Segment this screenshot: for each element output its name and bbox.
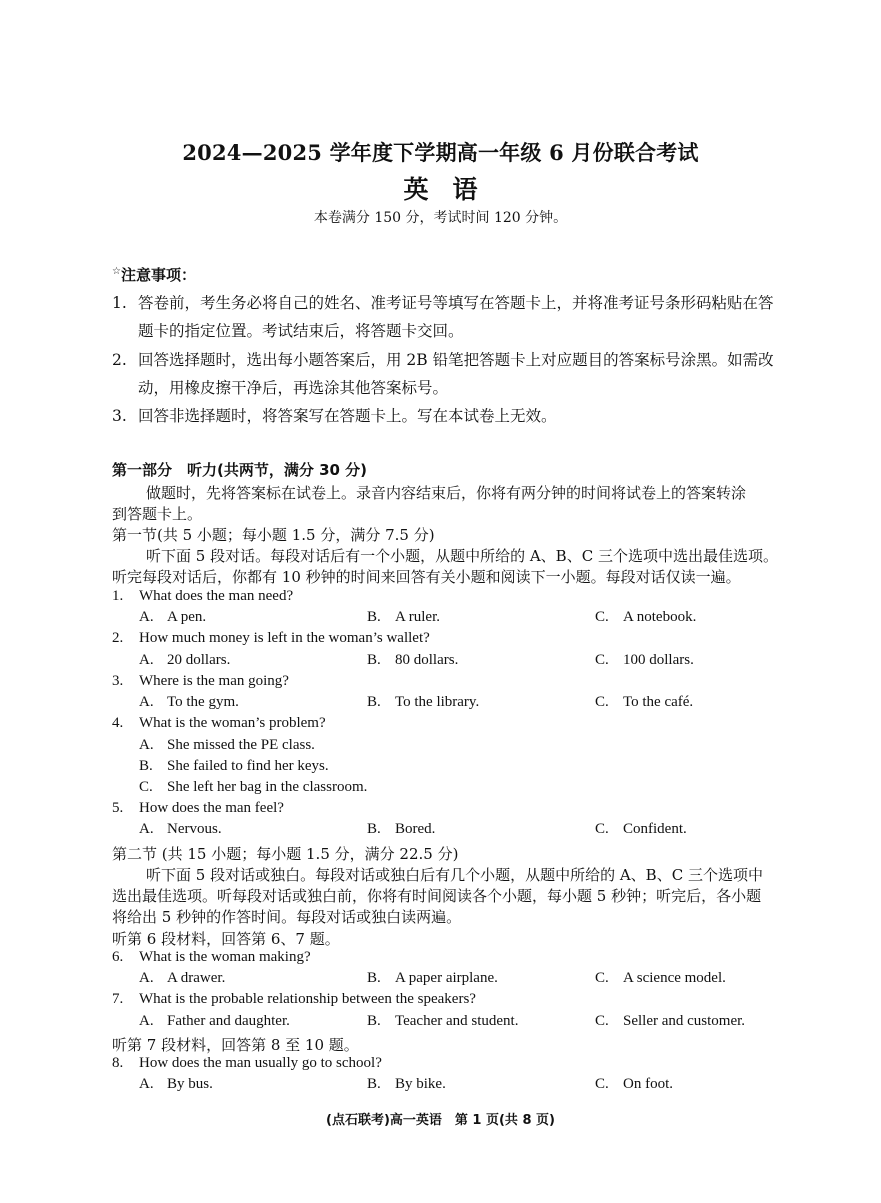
question-text: What is the probable relationship between the speakers? bbox=[139, 991, 476, 1007]
note-item-3 bbox=[112, 404, 557, 426]
page-footer: (点石联考)高一英语 第 1 页(共 8 页) bbox=[326, 1113, 555, 1128]
question-number: 4. bbox=[112, 715, 124, 731]
option-text: She missed the PE class. bbox=[167, 737, 315, 753]
section1-instructions: 听下面 5 段对话。每段对话后有一个小题，从题中所给的 A、B、C 三个选项中选出最佳选项。 bbox=[146, 547, 778, 565]
section2-heading: 第二节 (共 15 小题；每小题 1.5 分，满分 22.5 分) bbox=[112, 845, 459, 863]
option-4c bbox=[139, 779, 367, 796]
notes-heading-text: 注意事项： bbox=[120, 266, 196, 284]
option-text: A pen. bbox=[167, 609, 207, 625]
question-number: 1. bbox=[112, 588, 124, 604]
option-5b bbox=[367, 821, 435, 838]
option-text: 80 dollars. bbox=[395, 652, 459, 668]
notes-heading bbox=[112, 264, 196, 285]
note-item-2-cont: 动，用橡皮擦干净后，再选涂其他答案标号。 bbox=[138, 379, 449, 397]
question-3 bbox=[112, 673, 289, 690]
option-letter: A. bbox=[139, 1013, 154, 1029]
section1-heading: 第一节(共 5 小题；每小题 1.5 分，满分 7.5 分) bbox=[112, 526, 435, 544]
option-text: A drawer. bbox=[167, 970, 226, 986]
option-text: Confident. bbox=[623, 821, 687, 837]
option-2a bbox=[139, 652, 230, 669]
option-text: To the library. bbox=[395, 694, 480, 710]
option-6c bbox=[595, 970, 726, 987]
option-text: To the café. bbox=[623, 694, 694, 710]
subject-title: 英语 bbox=[403, 175, 502, 204]
note-item-1 bbox=[112, 291, 774, 313]
option-letter: B. bbox=[367, 609, 381, 625]
option-letter: A. bbox=[139, 737, 154, 753]
option-4b bbox=[139, 758, 329, 775]
part1-heading: 第一部分 听力(共两节，满分 30 分) bbox=[112, 461, 368, 479]
option-letter: A. bbox=[139, 970, 154, 986]
part1-intro-cont: 到答题卡上。 bbox=[112, 505, 203, 523]
material-7-note: 听第 7 段材料，回答第 8 至 10 题。 bbox=[112, 1036, 359, 1054]
note-text: 回答非选择题时，将答案写在答题卡上。写在本试卷上无效。 bbox=[138, 407, 557, 425]
option-text: A science model. bbox=[623, 970, 726, 986]
option-letter: B. bbox=[367, 970, 381, 986]
section2-instructions: 听下面 5 段对话或独白。每段对话或独白后有几个小题，从题中所给的 A、B、C 三个选项中 bbox=[146, 866, 763, 884]
option-text: Bored. bbox=[395, 821, 436, 837]
option-text: She left her bag in the classroom. bbox=[167, 779, 368, 795]
option-7b bbox=[367, 1013, 518, 1030]
option-8a bbox=[139, 1076, 213, 1093]
option-6b bbox=[367, 970, 498, 987]
option-letter: C. bbox=[595, 1013, 609, 1029]
option-1a bbox=[139, 609, 206, 626]
option-1b bbox=[367, 609, 440, 626]
section1-instructions-cont: 听完每段对话后，你都有 10 秒钟的时间来回答有关小题和阅读下一小题。每段对话仅读一遍。 bbox=[112, 568, 741, 586]
option-text: Nervous. bbox=[167, 821, 222, 837]
question-text: How much money is left in the woman’s wallet? bbox=[139, 630, 430, 646]
section2-instructions-cont2: 将给出 5 秒钟的作答时间。每段对话或独白读两遍。 bbox=[112, 908, 462, 926]
option-text: 100 dollars. bbox=[623, 652, 694, 668]
question-number: 6. bbox=[112, 949, 124, 965]
option-8c bbox=[595, 1076, 673, 1093]
option-4a bbox=[139, 737, 315, 754]
question-4 bbox=[112, 715, 326, 732]
option-text: A ruler. bbox=[395, 609, 440, 625]
option-letter: A. bbox=[139, 694, 154, 710]
question-number: 7. bbox=[112, 991, 124, 1007]
option-letter: B. bbox=[367, 821, 381, 837]
option-text: Seller and customer. bbox=[623, 1013, 746, 1029]
exam-title: 2024—2025 学年度下学期高一年级 6 月份联合考试 bbox=[182, 140, 699, 165]
option-text: A notebook. bbox=[623, 609, 697, 625]
note-number: 1. bbox=[112, 294, 127, 312]
option-5a bbox=[139, 821, 222, 838]
option-letter: A. bbox=[139, 821, 154, 837]
option-letter: C. bbox=[595, 652, 609, 668]
option-letter: A. bbox=[139, 1076, 154, 1092]
option-letter: A. bbox=[139, 652, 154, 668]
question-8 bbox=[112, 1055, 382, 1072]
question-number: 5. bbox=[112, 800, 124, 816]
question-1 bbox=[112, 588, 293, 605]
note-text: 答卷前，考生务必将自己的姓名、准考证号等填写在答题卡上，并将准考证号条形码粘贴在答 bbox=[138, 294, 774, 312]
option-letter: C. bbox=[595, 1076, 609, 1092]
part1-intro: 做题时，先将答案标在试卷上。录音内容结束后，你将有两分钟的时间将试卷上的答案转涂 bbox=[146, 484, 747, 502]
option-letter: C. bbox=[595, 609, 609, 625]
option-text: By bike. bbox=[395, 1076, 446, 1092]
option-letter: C. bbox=[139, 779, 153, 795]
option-letter: C. bbox=[595, 694, 609, 710]
question-text: What does the man need? bbox=[139, 588, 294, 604]
question-7 bbox=[112, 991, 476, 1008]
note-text: 回答选择题时，选出每小题答案后，用 2B 铅笔把答题卡上对应题目的答案标号涂黑。如需改 bbox=[138, 351, 774, 369]
option-letter: B. bbox=[367, 1013, 381, 1029]
option-letter: B. bbox=[367, 1076, 381, 1092]
question-text: What is the woman making? bbox=[139, 949, 311, 965]
option-text: Teacher and student. bbox=[395, 1013, 519, 1029]
note-item-1-cont: 题卡的指定位置。考试结束后，将答题卡交回。 bbox=[138, 322, 464, 340]
option-text: Father and daughter. bbox=[167, 1013, 290, 1029]
option-7c bbox=[595, 1013, 745, 1030]
section2-instructions-cont: 选出最佳选项。听每段对话或独白前，你将有时间阅读各个小题，每小题 5 秒钟；听完后，各小题 bbox=[112, 887, 762, 905]
question-text: How does the man feel? bbox=[139, 800, 284, 816]
note-item-2 bbox=[112, 348, 774, 370]
score-note: 本卷满分 150 分，考试时间 120 分钟。 bbox=[313, 210, 568, 226]
question-number: 3. bbox=[112, 673, 124, 689]
material-6-note: 听第 6 段材料，回答第 6、7 题。 bbox=[112, 930, 340, 948]
question-text: What is the woman’s problem? bbox=[139, 715, 326, 731]
question-number: 2. bbox=[112, 630, 124, 646]
option-5c bbox=[595, 821, 687, 838]
option-letter: C. bbox=[595, 970, 609, 986]
option-3b bbox=[367, 694, 479, 711]
option-1c bbox=[595, 609, 696, 626]
question-6 bbox=[112, 949, 311, 966]
note-number: 2. bbox=[112, 351, 127, 369]
option-letter: A. bbox=[139, 609, 154, 625]
option-2c bbox=[595, 652, 694, 669]
question-2 bbox=[112, 630, 430, 647]
option-text: 20 dollars. bbox=[167, 652, 231, 668]
question-5 bbox=[112, 800, 284, 817]
option-text: By bus. bbox=[167, 1076, 213, 1092]
option-6a bbox=[139, 970, 225, 987]
question-number: 8. bbox=[112, 1055, 124, 1071]
option-text: A paper airplane. bbox=[395, 970, 498, 986]
option-text: She failed to find her keys. bbox=[167, 758, 329, 774]
option-3a bbox=[139, 694, 239, 711]
option-text: On foot. bbox=[623, 1076, 673, 1092]
question-text: How does the man usually go to school? bbox=[139, 1055, 382, 1071]
question-text: Where is the man going? bbox=[139, 673, 289, 689]
option-8b bbox=[367, 1076, 446, 1093]
option-letter: B. bbox=[367, 694, 381, 710]
star-icon: ☆ bbox=[112, 266, 121, 277]
option-text: To the gym. bbox=[167, 694, 239, 710]
note-number: 3. bbox=[112, 407, 127, 425]
option-letter: B. bbox=[367, 652, 381, 668]
option-3c bbox=[595, 694, 693, 711]
option-2b bbox=[367, 652, 458, 669]
option-7a bbox=[139, 1013, 290, 1030]
option-letter: C. bbox=[595, 821, 609, 837]
option-letter: B. bbox=[139, 758, 153, 774]
